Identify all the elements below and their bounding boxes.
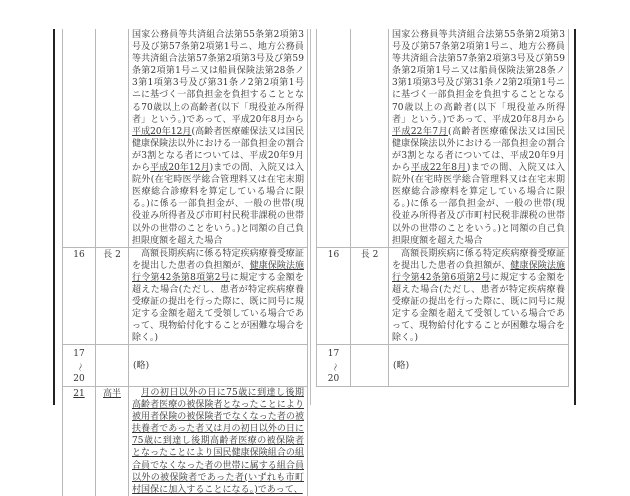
body-text: (高齢者医療確保法又は国民健康保険法以外における一部負担金の割合が3割となる者については、平成20年9月から: [132, 126, 304, 174]
range-start: 17: [73, 349, 85, 360]
body-text: )までの間、入院又は入院外(在宅時医学総合管理料又は在宅末期医療総合診療料を算定している場合に限る。)に係る一部負担金が、一般の世帯(現役並み所得者及び市町村民税非課税の世帯以外の世帯のことをいう。)と同額の自己負担限度額を超えた場合: [132, 163, 305, 246]
row-number: 16: [63, 247, 96, 345]
row-text-omitted: (略): [129, 345, 308, 387]
row-code: [96, 345, 129, 387]
range-tilde: 〜: [74, 362, 85, 372]
body-text: に規定する金額を超えた場合(ただし、患者が特定疾病療養受療証の提出を行った際に、既に同号に規定する金額を超えて受領している場合であって、現物給付化することが困難な場合を除く。): [132, 272, 304, 344]
previous-table: [316, 29, 569, 387]
row-code: 長 2: [96, 247, 129, 345]
table-row: [63, 345, 308, 387]
row-code: 高半: [96, 386, 129, 495]
row-text: [129, 29, 308, 247]
range-end: 20: [73, 374, 85, 385]
row-code: [351, 345, 389, 387]
range-tilde: 〜: [328, 362, 339, 372]
row-number-range: [63, 345, 96, 387]
body-text: 高額長期疾病に係る特定疾病療養受療証を提出した患者の負担額が、: [392, 248, 565, 271]
table-row: [317, 345, 569, 387]
body-text: )までの間、入院又は入院外(在宅時医学総合管理料又は在宅末期医療総合診療料を算定している場合に限る。)に係る一部負担金が、一般の世帯(現役並み所得者及び市町村民税非課税の世帯以外の世帯のことをいう。)と同額の自己負担限度額を超えた場合: [392, 163, 566, 246]
table-row: [317, 29, 569, 247]
amended-text: 健康保険法施行令第42条第8項第2号: [132, 260, 304, 283]
amended-text: 健康保険法施行令第42条第6項第2号: [392, 260, 565, 283]
row-text: 月の初日以外の日に75歳に到達し後期高齢者医療の被保険者となったことにより被用者保険の被保険者でなくなった者の被扶養者であった者又は月の初日以外の日に75歳に到達し後期高齢者医療の被保険者となったことにより国民健康保険組合の組合員でなくなった者の世帯に属する組合員以外の被保険者であった者(いずれも市町村国保に加入することになる。)であって、: [129, 386, 308, 495]
row-code: 長 2: [351, 247, 389, 345]
amended-text: 平成22年8月: [410, 163, 467, 174]
center-divider-line: [310, 29, 311, 405]
row-number-range: [317, 345, 351, 387]
body-text: 国家公務員等共済組合法第55条第2項第3号及び第57条第2項第1号ニ、地方公務員等共済組合法第57条第2項第3号及び第59条第2項第1号ニ又は船員保険法第28条ノ3第1項第3号及び第31条ノ2第2項第1号ニに基づく一部負担金を負担することとなる70歳以上の高齢者(以下「現役並み所得者」という。)であって、平成20年8月から: [392, 30, 565, 125]
row-text: [389, 29, 569, 247]
amended-text: 平成20年12月: [150, 163, 210, 174]
range-end: 20: [327, 374, 340, 385]
table-row: [317, 247, 569, 345]
range-start: 17: [327, 349, 340, 360]
body-text: 高額長期疾病に係る特定疾病療養受療証を提出した患者の負担額が、: [132, 248, 304, 271]
row-text: [389, 247, 569, 345]
body-text: (高齢者医療確保法又は国民健康保険法以外における一部負担金の割合が3割となる者については、平成20年9月から: [392, 126, 565, 174]
row-text-omitted: (略): [389, 345, 569, 387]
table-row: [63, 29, 308, 247]
revised-table: [62, 29, 308, 496]
left-frame-line: [53, 29, 55, 405]
table-row: [63, 386, 308, 495]
body-text: 国家公務員等共済組合法第55条第2項第3号及び第57条第2項第1号ニ、地方公務員等共済組合法第57条第2項第3号及び第59条第2項第1号ニ又は船員保険法第28条ノ3第1項第3号及び第31条ノ2第2項第1号ニに基づく一部負担金を負担することとなる70歳以上の高齢者(以下「現役並み所得者」という。)であって、平成20年8月から: [132, 30, 304, 125]
row-number: 21: [63, 386, 96, 495]
row-text: [129, 247, 308, 345]
right-frame-line: [574, 29, 576, 405]
row-number: [63, 29, 96, 247]
amended-text: 平成20年12月: [132, 126, 192, 137]
row-number: [317, 29, 351, 247]
row-number: 16: [317, 247, 351, 345]
table-row: [63, 247, 308, 345]
amended-text: 平成22年7月: [392, 126, 448, 137]
row-code: [351, 29, 389, 247]
row-code: [96, 29, 129, 247]
body-text: に規定する金額を超えた場合(ただし、患者が特定疾病療養受療証の提出を行った際に、既に同号に規定する金額を超えて受領している場合であって、現物給付化することが困難な場合を除く。): [392, 272, 565, 344]
